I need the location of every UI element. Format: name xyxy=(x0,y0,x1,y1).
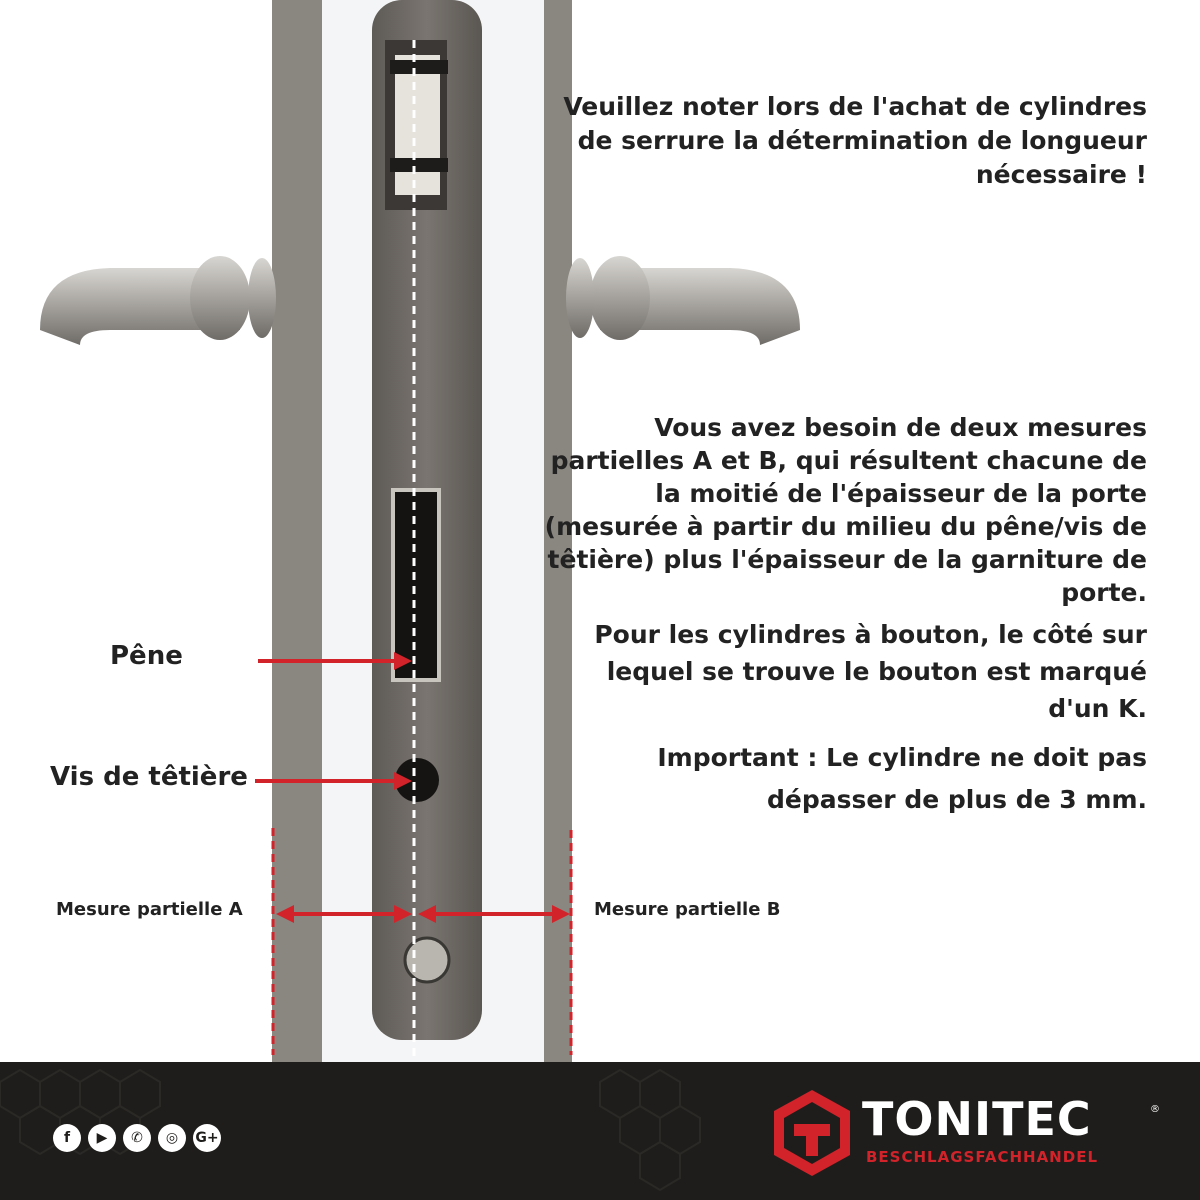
knob-note-text: Pour les cylindres à bouton, le côté sur lequel se trouve le bouton est marqué d'un K. xyxy=(594,620,1147,723)
intro-text: Veuillez noter lors de l'achat de cylindres de serrure la détermination de longueur nécessaire ! xyxy=(563,92,1147,189)
instagram-icon[interactable]: ◎ xyxy=(158,1124,186,1152)
brand-name: TONITEC xyxy=(862,1092,1092,1146)
mesure-a-label: Mesure partielle A xyxy=(56,899,243,920)
social-icons xyxy=(53,1124,221,1152)
pene-label: Pêne xyxy=(110,641,183,671)
facebook-icon[interactable]: f xyxy=(53,1124,81,1152)
bottom-screw xyxy=(405,938,449,982)
explanation-text: Vous avez besoin de deux mesures partielles A et B, qui résultent chacune de la moitié de l'épaisseur de la porte (mesurée à partir du milieu du pêne/vis de têtière) plus l'épaisseur de la garniture de porte. xyxy=(544,413,1147,607)
brand-subtitle: BESCHLAGSFACHHANDEL xyxy=(866,1148,1098,1166)
whatsapp-icon[interactable]: ✆ xyxy=(123,1124,151,1152)
registered-mark: ® xyxy=(1150,1104,1160,1115)
google-plus-icon[interactable]: G+ xyxy=(193,1124,221,1152)
youtube-icon[interactable]: ▶ xyxy=(88,1124,116,1152)
tonitec-logo-icon xyxy=(772,1088,852,1178)
latch-face xyxy=(395,55,440,195)
vis-label: Vis de têtière xyxy=(50,762,248,792)
important-text: Important : Le cylindre ne doit pas dépasser de plus de 3 mm. xyxy=(657,743,1147,814)
lock-bolt xyxy=(393,490,439,680)
mesure-b-label: Mesure partielle B xyxy=(594,899,781,920)
